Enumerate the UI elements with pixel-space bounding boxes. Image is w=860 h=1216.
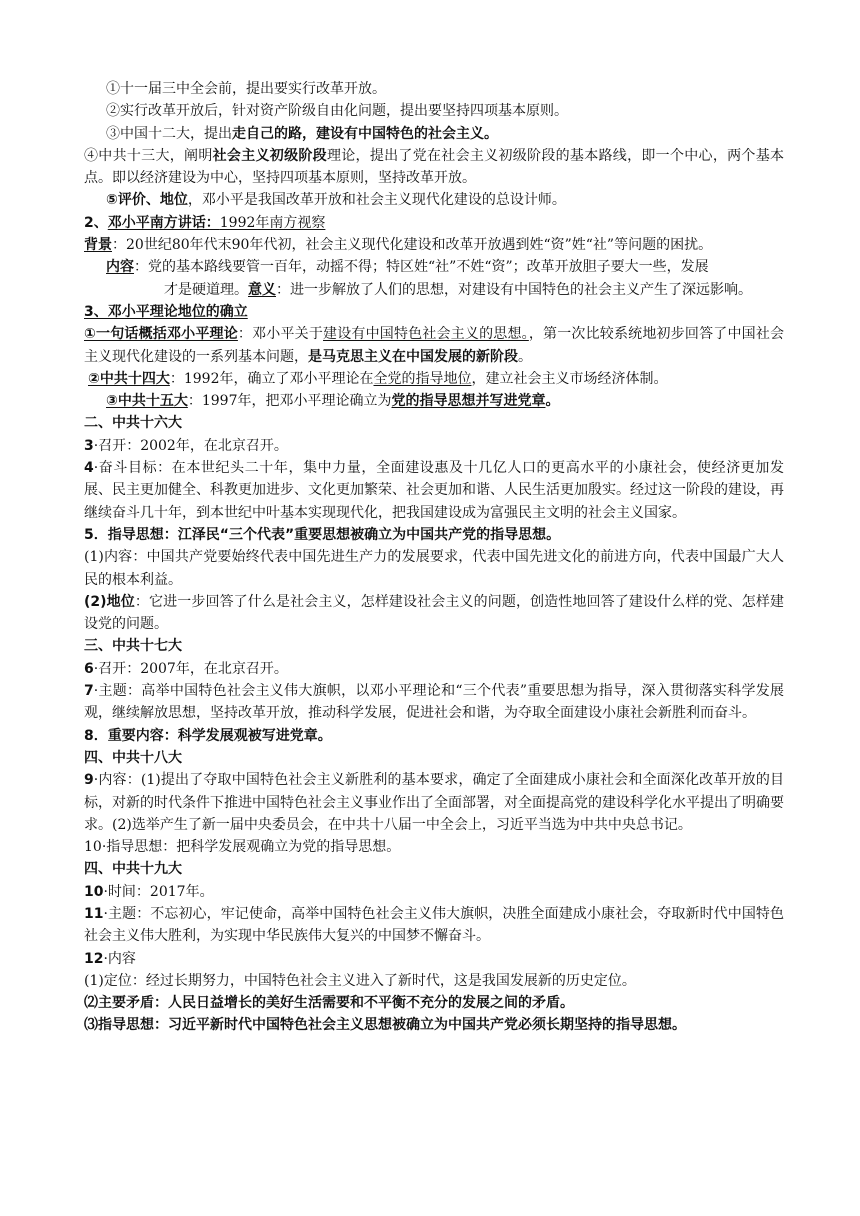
s1-item2-text: ②实行改革开放后，针对资产阶级自由化问题，提出要坚持四项基本原则。 xyxy=(106,103,568,120)
cpc17-heading-text: 三、中共十七大 xyxy=(84,638,182,655)
cpc18-item10 xyxy=(84,836,784,858)
cpc16-item5b-text: ：它进一步回答了什么是社会主义，怎样建设社会主义的问题，创造性地回答了建设什么样的党、怎样建设党的问题。 xyxy=(84,593,785,633)
s2-bg-text: ：20世纪80年代末90年代初，社会主义现代化建设和改革开放遇到姓“资”姓“社”等问题的困扰。 xyxy=(112,237,713,254)
s1-item1 xyxy=(84,78,784,100)
s2-heading xyxy=(84,212,784,234)
cpc17-item6-text: ·召开：2007年，在北京召开。 xyxy=(93,660,288,677)
s3-p2-underlined: 全党的指导地位 xyxy=(373,370,472,387)
s3-heading xyxy=(84,301,784,323)
cpc17-heading xyxy=(84,635,784,657)
cpc19-item11-text: ·主题：不忘初心，牢记使命，高举中国特色社会主义伟大旗帜，决胜全面建成小康社会，夺取新时代中国特色社会主义伟大胜利，为实现中华民族伟大复兴的中国梦不懈奋斗。 xyxy=(84,905,784,945)
cpc19-heading xyxy=(84,858,784,880)
cpc17-item7-num: 7 xyxy=(84,683,94,700)
s1-item3 xyxy=(84,123,784,145)
s2-content xyxy=(84,256,784,278)
s2-content-text2: 才是硬道理。 xyxy=(164,281,248,298)
cpc16-heading-text: 二、中共十六大 xyxy=(84,415,182,432)
cpc16-item4-num: 4 xyxy=(84,460,94,477)
cpc19-item10 xyxy=(84,881,784,903)
cpc16-item4 xyxy=(84,457,784,524)
cpc19-item12a xyxy=(84,970,784,992)
cpc16-item5b xyxy=(84,591,784,636)
s1-item4-bold: 社会主义初级阶段 xyxy=(212,147,327,164)
cpc19-item12c xyxy=(84,1014,784,1036)
cpc17-item7 xyxy=(84,680,784,725)
document-page xyxy=(84,78,784,1037)
s2-background xyxy=(84,234,784,256)
s2-heading-value: 1992年南方视察 xyxy=(219,214,326,231)
s3-p3-end: 。 xyxy=(545,393,560,410)
cpc17-item8-text: 8．重要内容：科学发展观被写进党章。 xyxy=(84,727,332,744)
s1-item1-text: ①十一届三中全会前，提出要实行改革开放。 xyxy=(106,81,386,97)
cpc18-item10-num: 10 xyxy=(84,839,102,856)
cpc19-item10-text: ·时间：2017年。 xyxy=(103,883,214,900)
s3-p1-bold: 是马克思主义在中国发展的新阶段 xyxy=(308,348,518,365)
s1-item4-post: 理论，提出了党在社会主义初级阶段的基本路线，即一个中心，两个基本点。即以经济建设为中心，坚持四项基本原则，坚持改革开放。 xyxy=(84,147,785,187)
s2-bg-label: 背景 xyxy=(84,237,112,254)
s2-meaning-label: 意义 xyxy=(248,281,276,298)
cpc16-item3-text: ·召开：2002年，在北京召开。 xyxy=(93,437,288,454)
cpc18-heading xyxy=(84,747,784,769)
cpc16-item3 xyxy=(84,435,784,457)
cpc16-item5-text: 5．指导思想：江泽民“三个代表”重要思想被确立为中国共产党的指导思想。 xyxy=(84,526,561,543)
cpc18-item9 xyxy=(84,769,784,836)
cpc17-item7-text: ·主题：高举中国特色社会主义伟大旗帜，以邓小平理论和“三个代表”重要思想为指导，深入贯彻落实科学发展观，继续解放思想，坚持改革开放，推动科学发展，促进社会和谐，为夺取全面建设小康社会新胜利而奋斗。 xyxy=(84,683,784,722)
s3-p3-pre: ：1997年，把邓小平理论确立为 xyxy=(187,393,392,410)
cpc18-heading-text: 四、中共十八大 xyxy=(84,749,182,766)
s3-p2-label: ②中共十四大 xyxy=(88,370,170,387)
s3-p1-pre: ：邓小平关于 xyxy=(237,326,324,343)
s1-item4 xyxy=(84,145,784,190)
s1-item2 xyxy=(84,100,784,122)
cpc16-item4-text: ·奋斗目标：在本世纪头二十年，集中力量，全面建设惠及十几亿人口的更高水平的小康社会，使经济更加发展、民主更加健全、科教更加进步、文化更加繁荣、社会更加和谐、人民生活更加殷实。经过这一阶段的建设，再继续奋斗几十年，到本世纪中叶基本实现现代化，把我国建设成为富强民主文明的社会主义国家。 xyxy=(84,460,784,521)
cpc16-item3-num: 3 xyxy=(84,437,94,454)
cpc19-item12b-text: ⑵主要矛盾：人民日益增长的美好生活需要和不平衡不充分的发展之间的矛盾。 xyxy=(84,995,574,1012)
s3-p3 xyxy=(84,390,784,412)
s2-heading-label: 邓小平南方讲话： xyxy=(107,214,220,231)
cpc18-item9-text: ·内容：(1)提出了夺取中国特色社会主义新胜利的基本要求，确定了全面建成小康社会和全面深化改革开放的目标，对新的时代条件下推进中国特色社会主义事业作出了全面部署，对全面提高党的建设科学化水平提出了明确要求。(2)选举产生了新一届中央委员会，在中共十八届一中全会上，习近平当选为中共中央总书记。 xyxy=(84,772,784,833)
s2-meaning xyxy=(84,279,784,301)
cpc19-item12a-text: (1)定位：经过长期努力，中国特色社会主义进入了新时代，这是我国发展新的历史定位。 xyxy=(84,972,636,989)
cpc16-item5 xyxy=(84,524,784,546)
s3-p1-end: 。 xyxy=(518,348,532,365)
s3-p1 xyxy=(84,323,784,368)
s3-p3-label: ③中共十五大 xyxy=(106,393,188,410)
cpc19-item12c-text: ⑶指导思想：习近平新时代中国特色社会主义思想被确立为中国共产党必须长期坚持的指导思想。 xyxy=(84,1017,686,1034)
cpc19-heading-text: 四、中共十九大 xyxy=(84,861,182,878)
s3-p2-pre: ：1992年，确立了邓小平理论在 xyxy=(169,370,374,387)
cpc17-item6 xyxy=(84,658,784,680)
cpc19-item12b xyxy=(84,992,784,1014)
s1-item3-bold: 走自己的路，建设有中国特色的社会主义。 xyxy=(232,125,498,142)
cpc18-item9-num: 9 xyxy=(84,772,94,789)
s2-meaning-text: ：进一步解放了人们的思想，对建设有中国特色的社会主义产生了深远影响。 xyxy=(276,281,752,298)
s3-p1-underlined: 建设有中国特色社会主义的思想。 xyxy=(323,326,529,343)
s1-item5-post: ，邓小平是我国改革开放和社会主义现代化建设的总设计师。 xyxy=(187,192,566,209)
cpc16-item5a-text: (1)内容：中国共产党要始终代表中国先进生产力的发展要求，代表中国先进文化的前进方向，代表中国最广大人民的根本利益。 xyxy=(84,549,784,588)
cpc18-item10-text: ·指导思想：把科学发展观确立为党的指导思想。 xyxy=(101,839,401,856)
cpc19-item12-num: 12 xyxy=(84,950,104,967)
s1-item5 xyxy=(84,189,784,211)
s3-p2 xyxy=(84,368,784,390)
cpc19-item11-num: 11 xyxy=(84,905,104,922)
cpc16-heading xyxy=(84,412,784,434)
cpc16-item5b-label: (2)地位 xyxy=(84,593,135,610)
s2-heading-num: 2、 xyxy=(84,214,108,231)
cpc16-item5a xyxy=(84,546,784,591)
s3-p1-label: ①一句话概括邓小平理论 xyxy=(84,326,238,343)
s3-p3-underlined: 党的指导思想并写进党章 xyxy=(391,393,546,410)
s1-item5-bold: ⑤评价、地位 xyxy=(106,192,188,209)
s1-item3-pre: ③中国十二大，提出 xyxy=(106,125,232,142)
cpc19-item10-num: 10 xyxy=(84,883,104,900)
cpc19-item12 xyxy=(84,948,784,970)
cpc19-item11 xyxy=(84,903,784,948)
s2-content-label: 内容 xyxy=(106,259,134,276)
s3-p2-post: ，建立社会主义市场经济体制。 xyxy=(471,370,668,387)
s1-item4-pre: ④中共十三大，阐明 xyxy=(84,147,213,164)
cpc17-item6-num: 6 xyxy=(84,660,94,677)
cpc19-item12-text: ·内容 xyxy=(103,950,136,967)
s2-content-text: ：党的基本路线要管一百年，动摇不得；特区姓“社”不姓“资”；改革开放胆子要大一些，发展 xyxy=(134,259,709,276)
s3-p1-post: ，第一次比较系统地初步回答了中国社会主义现代化建设的一系列基本问题， xyxy=(84,326,785,365)
s3-heading-text: 3、邓小平理论地位的确立 xyxy=(84,303,248,320)
cpc17-item8 xyxy=(84,725,784,747)
